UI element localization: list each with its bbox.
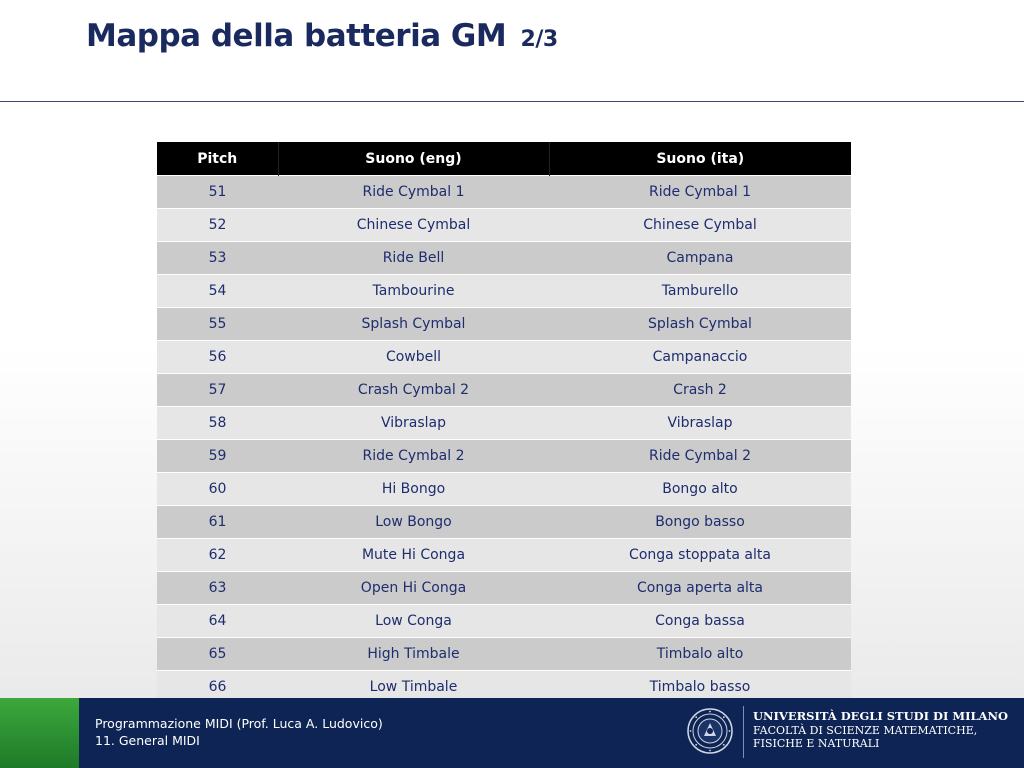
cell-sound-ita: Conga aperta alta (549, 572, 851, 605)
cell-sound-eng: Mute Hi Conga (278, 539, 549, 572)
lesson-title: 11. General MIDI (95, 733, 200, 748)
table-row (157, 176, 851, 209)
slide-title (86, 18, 558, 54)
cell-pitch: 59 (157, 440, 278, 473)
cell-sound-eng: Low Bongo (278, 506, 549, 539)
cell-sound-eng: Hi Bongo (278, 473, 549, 506)
cell-sound-ita: Ride Cymbal 1 (549, 176, 851, 209)
cell-sound-ita: Campana (549, 242, 851, 275)
cell-pitch: 63 (157, 572, 278, 605)
table-row (157, 638, 851, 671)
table-row (157, 407, 851, 440)
cell-pitch: 51 (157, 176, 278, 209)
cell-sound-eng: Crash Cymbal 2 (278, 374, 549, 407)
cell-sound-eng: Chinese Cymbal (278, 209, 549, 242)
table-row (157, 209, 851, 242)
slide-page-indicator: 2/3 (520, 27, 558, 52)
table-row (157, 341, 851, 374)
cell-sound-ita: Ride Cymbal 2 (549, 440, 851, 473)
table-header-row (157, 142, 851, 176)
cell-sound-eng: Ride Cymbal 1 (278, 176, 549, 209)
cell-sound-eng: Cowbell (278, 341, 549, 374)
table-row (157, 506, 851, 539)
drum-map-table (157, 142, 851, 703)
table-row (157, 539, 851, 572)
cell-pitch: 66 (157, 671, 278, 704)
cell-pitch: 65 (157, 638, 278, 671)
footer-divider (743, 706, 744, 758)
cell-pitch: 60 (157, 473, 278, 506)
cell-sound-eng: High Timbale (278, 638, 549, 671)
cell-sound-ita: Bongo basso (549, 506, 851, 539)
university-seal-icon (687, 708, 733, 754)
table-row (157, 605, 851, 638)
cell-sound-ita: Bongo alto (549, 473, 851, 506)
cell-pitch: 57 (157, 374, 278, 407)
table-row (157, 308, 851, 341)
cell-pitch: 62 (157, 539, 278, 572)
cell-sound-ita: Splash Cymbal (549, 308, 851, 341)
cell-sound-eng: Open Hi Conga (278, 572, 549, 605)
cell-pitch: 61 (157, 506, 278, 539)
cell-sound-eng: Ride Bell (278, 242, 549, 275)
slide-title-text: Mappa della batteria GM (86, 18, 507, 54)
footer-accent-block (0, 698, 79, 768)
cell-pitch: 54 (157, 275, 278, 308)
cell-sound-ita: Campanaccio (549, 341, 851, 374)
table-row (157, 440, 851, 473)
title-divider (0, 101, 1024, 102)
table-row (157, 473, 851, 506)
university-name-block (753, 710, 1008, 751)
course-info (95, 715, 383, 749)
cell-pitch: 64 (157, 605, 278, 638)
cell-sound-eng: Vibraslap (278, 407, 549, 440)
course-title: Programmazione MIDI (Prof. Luca A. Ludovico) (95, 716, 383, 731)
header-sound-ita: Suono (ita) (549, 142, 851, 176)
cell-pitch: 53 (157, 242, 278, 275)
table-row (157, 572, 851, 605)
cell-pitch: 52 (157, 209, 278, 242)
cell-sound-ita: Tamburello (549, 275, 851, 308)
cell-pitch: 55 (157, 308, 278, 341)
cell-sound-ita: Conga bassa (549, 605, 851, 638)
cell-sound-eng: Low Conga (278, 605, 549, 638)
table-row (157, 275, 851, 308)
cell-sound-eng: Tambourine (278, 275, 549, 308)
header-sound-eng: Suono (eng) (278, 142, 549, 176)
cell-pitch: 58 (157, 407, 278, 440)
cell-sound-ita: Chinese Cymbal (549, 209, 851, 242)
cell-sound-ita: Vibraslap (549, 407, 851, 440)
cell-pitch: 56 (157, 341, 278, 374)
table-row (157, 242, 851, 275)
table-body (157, 176, 851, 704)
cell-sound-ita: Crash 2 (549, 374, 851, 407)
cell-sound-eng: Splash Cymbal (278, 308, 549, 341)
faculty-line-2: FISICHE E NATURALI (753, 737, 880, 750)
university-name: UNIVERSITÀ DEGLI STUDI DI MILANO (753, 709, 1008, 723)
faculty-line-1: FACOLTÀ DI SCIENZE MATEMATICHE, (753, 723, 978, 737)
cell-sound-ita: Timbalo alto (549, 638, 851, 671)
table-row (157, 374, 851, 407)
cell-sound-eng: Ride Cymbal 2 (278, 440, 549, 473)
cell-sound-eng: Low Timbale (278, 671, 549, 704)
header-pitch: Pitch (157, 142, 278, 176)
cell-sound-ita: Conga stoppata alta (549, 539, 851, 572)
footer-bar (0, 698, 1024, 768)
cell-sound-ita: Timbalo basso (549, 671, 851, 704)
